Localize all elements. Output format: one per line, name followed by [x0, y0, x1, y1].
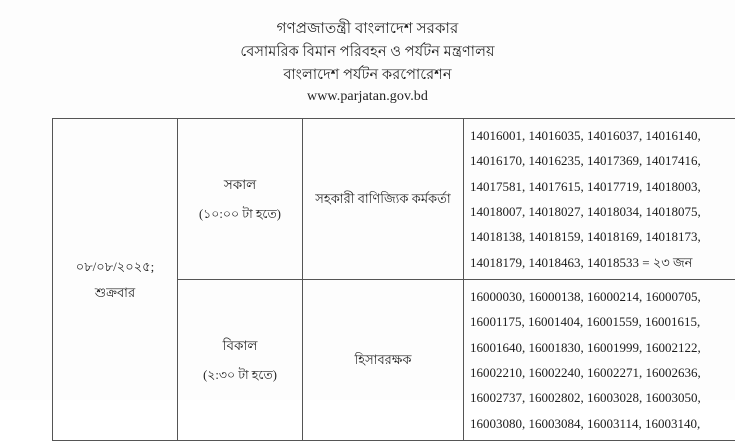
exam-day-value: শুক্রবার — [59, 280, 171, 306]
post-name-cell-morning: সহকারী বাণিজ্যিক কর্মকর্তা — [303, 119, 464, 280]
post-name-cell-afternoon: হিসাবরক্ষক — [303, 280, 464, 441]
roll-line: 16001640, 16001830, 16001999, 16002122, — [470, 335, 730, 360]
roll-line: 16000030, 16000138, 16000214, 16000705, — [470, 284, 730, 309]
session-cell-afternoon — [178, 280, 303, 441]
roll-line: 14018138, 14018159, 14018169, 14018173, — [470, 224, 730, 249]
exam-date-value: ০৮/০৮/২০২৫; — [59, 254, 171, 280]
exam-date-cell — [53, 119, 178, 441]
header-line-government: গণপ্রজাতন্ত্রী বাংলাদেশ সরকার — [0, 18, 735, 41]
roll-line: 14018007, 14018027, 14018034, 14018075, — [470, 199, 730, 224]
roll-numbers-cell-morning — [464, 119, 735, 280]
roll-line: 14016170, 14016235, 14017369, 14017416, — [470, 148, 730, 173]
roll-line: 14016001, 14016035, 14016037, 14016140, — [470, 123, 730, 148]
roll-line: 16003080, 16003084, 16003114, 16003140, — [470, 411, 730, 436]
roll-line: 14017581, 14017615, 14017719, 14018003, — [470, 174, 730, 199]
roll-line: 16001175, 16001404, 16001559, 16001615, — [470, 309, 730, 334]
session-cell-morning — [178, 119, 303, 280]
roll-line: 16002210, 16002240, 16002271, 16002636, — [470, 360, 730, 385]
session-name: সকাল — [184, 171, 296, 199]
session-time: (২:৩০ টা হতে) — [184, 362, 296, 388]
header-line-ministry: বেসামরিক বিমান পরিবহন ও পর্যটন মন্ত্রণালয় — [0, 41, 735, 63]
table-row — [53, 119, 735, 280]
schedule-table — [52, 118, 735, 441]
session-time: (১০:০০ টা হতে) — [184, 201, 296, 227]
roll-line: 14018179, 14018463, 14018533 = ২৩ জন — [470, 250, 730, 275]
roll-line: 16002737, 16002802, 16003028, 16003050, — [470, 385, 730, 410]
document-header — [0, 0, 735, 108]
session-name: বিকাল — [184, 332, 296, 360]
roll-numbers-cell-afternoon — [464, 280, 735, 441]
schedule-table-wrapper — [52, 118, 684, 441]
header-line-organization: বাংলাদেশ পর্যটন করপোরেশন — [0, 64, 735, 86]
header-line-website: www.parjatan.gov.bd — [0, 86, 735, 108]
